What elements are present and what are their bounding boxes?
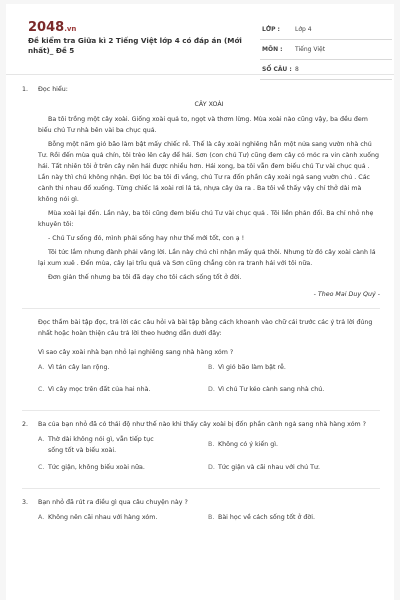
option-letter: B.: [208, 364, 215, 371]
story-paragraph: - Chú Tư sống đó, mình phải sống hay như thế mới tốt, con ạ !: [48, 235, 245, 242]
question-number: 2.: [22, 421, 29, 428]
question-2: [22, 419, 380, 430]
option-text: Bài học về cách sống tốt ở đời.: [218, 514, 315, 521]
options-row: [38, 380, 380, 402]
option-b[interactable]: [208, 512, 358, 523]
section-divider: [22, 410, 380, 411]
options-row: [38, 358, 380, 380]
meta-row-subject: [260, 40, 392, 60]
option-d[interactable]: [208, 384, 358, 395]
question-1: [22, 84, 380, 95]
story-paragraph: Bỗng một năm gió bão làm bật mấy chiếc rễ. Thế là cây xoài nghiêng hẳn một nửa sang vườn nhà chú Tư. Rồi đến mùa quả chín, tôi trèo lên cây để hái. Sơn (con chú Tư) cũng đem cây có móc ra vin cành xuống hái. Tất nhiên tôi ở trên cây nên hái được nhiều hơn. Hái xong, ba tôi vẫn đem biếu chú Tư vài chục quả . Lần này thì chú không nhận. Đợi lúc ba tôi đi vắng, chú Tư ra đốn phần cây xoài ngả sang vườn chú . Các cành thi nhau đổ xuống. Từng chiếc lá xoài rơi lả tả, nhựa cây ứa ra . Ba tôi về thấy vậy chỉ thở dài mà không nói gì.: [38, 141, 379, 203]
question-text: Bạn nhỏ đã rút ra điều gì qua câu chuyện này ?: [38, 499, 188, 506]
option-a[interactable]: [38, 362, 188, 373]
document-page: [6, 4, 394, 600]
story-paragraph: Tôi tức lắm nhưng đành phải vâng lời. Lần này chú chỉ nhận mấy quả thôi. Nhưng từ đó cây xoài cành lá lại xum xuê . Đến mùa, cây lại trĩu quả và Sơn cũng chẳng còn ra tranh hái với tôi nữa.: [38, 249, 376, 267]
option-text: Vì tán cây lan rộng.: [48, 364, 110, 371]
question-number: 1.: [22, 86, 29, 93]
option-letter: C.: [38, 464, 45, 471]
document-title: Đề kiểm tra Giữa kì 2 Tiếng Việt lớp 4 có đáp án (Mới nhất)_ Đề 5: [28, 36, 242, 55]
question-3: [22, 497, 380, 508]
section-divider: [22, 488, 380, 489]
option-c[interactable]: [38, 384, 188, 395]
option-letter: D.: [208, 386, 215, 393]
option-a[interactable]: [38, 434, 188, 456]
meta-table: [260, 20, 392, 80]
document-body: [22, 84, 380, 530]
option-letter: B.: [208, 514, 215, 521]
option-b[interactable]: [208, 362, 358, 373]
meta-key: LỚP :: [262, 26, 280, 33]
option-letter: B.: [208, 441, 215, 448]
meta-value: Lớp 4: [295, 26, 312, 33]
meta-value: 8: [295, 66, 299, 73]
option-text: Vì gió bão làm bật rễ.: [218, 364, 286, 371]
story-author: - Theo Mai Duy Quý -: [313, 291, 380, 298]
header-divider: [6, 74, 394, 75]
option-text: Tức giận và cãi nhau với chú Tư.: [218, 464, 321, 471]
option-text: Tức giận, không biếu xoài nữa.: [48, 464, 145, 471]
options-row: [38, 430, 380, 458]
section-divider: [22, 308, 380, 309]
document-header: [16, 14, 384, 74]
option-text: Thờ dài không nói gì, vẫn tiếp tục sống tốt và biếu xoài.: [48, 436, 154, 454]
story-paragraph: Mùa xoài lại đến. Lần này, ba tôi cũng đem biếu chú Tư vài chục quả . Tôi liền phản đối. Ba chỉ nhỏ nhẹ khuyên tôi:: [38, 210, 374, 228]
meta-key: MÔN :: [262, 46, 283, 53]
logo-tld: .vn: [64, 25, 77, 33]
site-logo[interactable]: [28, 20, 76, 35]
option-a[interactable]: [38, 512, 188, 523]
meta-row-count: [260, 60, 392, 80]
logo-main: 2048: [28, 20, 65, 35]
option-letter: D.: [208, 464, 215, 471]
option-b[interactable]: [208, 439, 358, 450]
option-d[interactable]: [208, 462, 358, 473]
story-paragraph: Ba tôi trồng một cây xoài. Giống xoài quả to, ngọt và thơm lừng. Mùa xoài nào cũng vậy, ba đều đem biếu chú Tư nhà bên vài ba chục quả.: [38, 116, 368, 134]
question-label: Đọc hiểu:: [38, 86, 68, 93]
story-title: CÂY XOÀI: [194, 101, 224, 108]
option-text: Không có ý kiến gì.: [218, 441, 279, 448]
options-row: [38, 458, 380, 480]
option-c[interactable]: [38, 462, 188, 473]
option-letter: A.: [38, 514, 45, 521]
question-number: 3.: [22, 499, 29, 506]
meta-row-class: [260, 20, 392, 40]
option-text: Vì chú Tư kéo cành sang nhà chú.: [218, 386, 325, 393]
question-text: Ba của bạn nhỏ đã có thái độ như thế nào khi thấy cây xoài bị đốn phần cành ngả sang nhà hàng xóm ?: [38, 421, 367, 428]
question-text: Vì sao cây xoài nhà bạn nhỏ lại nghiêng sang nhà hàng xóm ?: [38, 349, 234, 356]
option-letter: A.: [38, 364, 45, 371]
meta-key: SỐ CÂU :: [262, 66, 292, 73]
option-letter: C.: [38, 386, 45, 393]
instruction-text: Đọc thầm bài tập đọc, trả lời các câu hỏi và bài tập bằng cách khoanh vào chữ cái trước các ý trả lời đúng nhất hoặc hoàn thiện câu trả lời theo hướng dẫn dưới đây:: [38, 319, 373, 337]
meta-value: Tiếng Việt: [295, 46, 326, 53]
options-row: [38, 508, 380, 530]
story-paragraph: Đơn giản thế nhưng ba tôi đã dạy cho tôi cách sống tốt ở đời.: [48, 274, 242, 281]
option-letter: A.: [38, 436, 45, 443]
option-text: Vì cây mọc trên đất của hai nhà.: [48, 386, 151, 393]
option-text: Không nên cãi nhau với hàng xóm.: [48, 514, 158, 521]
